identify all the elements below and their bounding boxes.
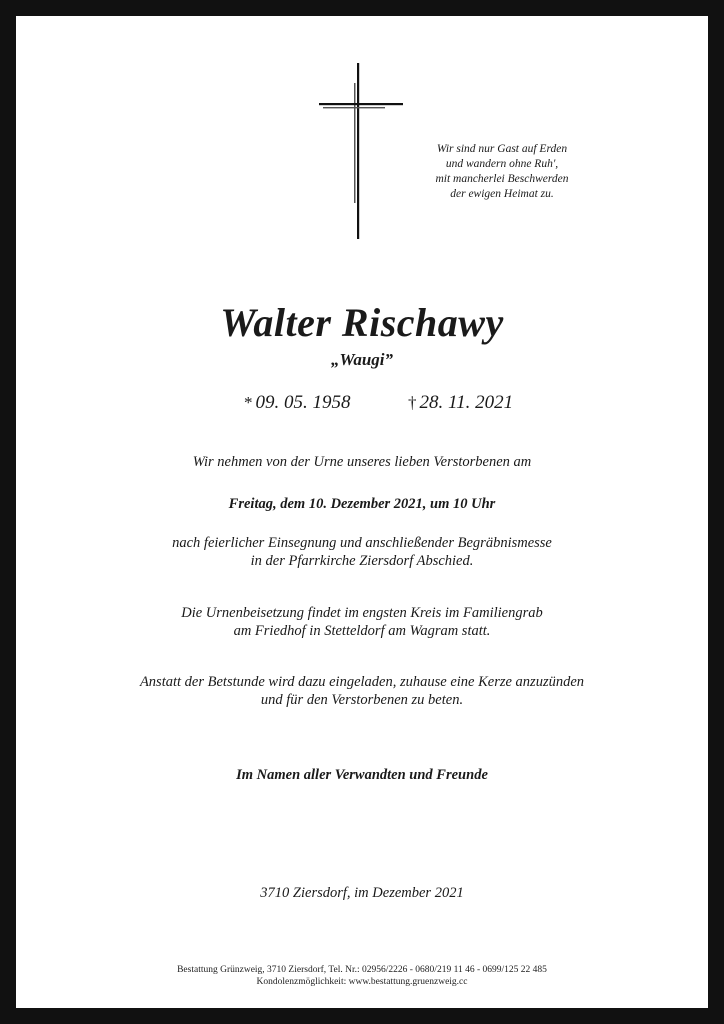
asterisk-icon: * bbox=[244, 393, 253, 412]
poem-line: mit mancherlei Beschwerden bbox=[435, 173, 569, 185]
prayer-line: und für den Verstorbenen zu beten. bbox=[260, 692, 464, 708]
ceremony-text bbox=[16, 534, 708, 570]
funeral-home-footer bbox=[16, 964, 708, 988]
poem-line: Wir sind nur Gast auf Erden bbox=[436, 143, 568, 155]
dagger-icon: † bbox=[408, 393, 417, 412]
intro-text: Wir nehmen von der Urne unseres lieben Verstorbenen am bbox=[192, 454, 532, 470]
poem bbox=[386, 142, 618, 202]
prayer-line: Anstatt der Betstunde wird dazu eingeladen, zuhause eine Kerze anzuzünden bbox=[139, 674, 585, 690]
ceremony-line: in der Pfarrkirche Ziersdorf Abschied. bbox=[250, 553, 474, 569]
deceased-name: Walter Rischawy bbox=[220, 300, 504, 345]
death-date-line bbox=[408, 392, 513, 414]
place-date: 3710 Ziersdorf, im Dezember 2021 bbox=[260, 885, 464, 901]
burial-text bbox=[16, 604, 708, 640]
signature: Im Namen aller Verwandten und Freunde bbox=[236, 767, 488, 783]
burial-line: am Friedhof in Stetteldorf am Wagram statt. bbox=[233, 623, 491, 639]
poem-line: und wandern ohne Ruh', bbox=[445, 158, 559, 170]
deceased-nickname: „Waugi” bbox=[330, 350, 394, 369]
birth-date: 09. 05. 1958 bbox=[255, 392, 351, 413]
ceremony-line: nach feierlicher Einsegnung und anschließender Begräbnismesse bbox=[172, 535, 552, 551]
poem-line: der ewigen Heimat zu. bbox=[450, 188, 554, 200]
death-date: 28. 11. 2021 bbox=[419, 392, 514, 413]
footer-condolence: Kondolenzmöglichkeit: www.bestattung.gruenzweig.cc bbox=[256, 977, 468, 987]
ceremony-date: Freitag, dem 10. Dezember 2021, um 10 Uhr bbox=[228, 496, 496, 512]
burial-line: Die Urnenbeisetzung findet im engsten Kreis im Familiengrab bbox=[181, 605, 543, 621]
prayer-text bbox=[16, 673, 708, 709]
footer-contact: Bestattung Grünzweig, 3710 Ziersdorf, Tel. Nr.: 02956/2226 - 0680/219 11 46 - 0699/125 22 485 bbox=[177, 965, 547, 975]
birth-date-line bbox=[244, 392, 351, 414]
